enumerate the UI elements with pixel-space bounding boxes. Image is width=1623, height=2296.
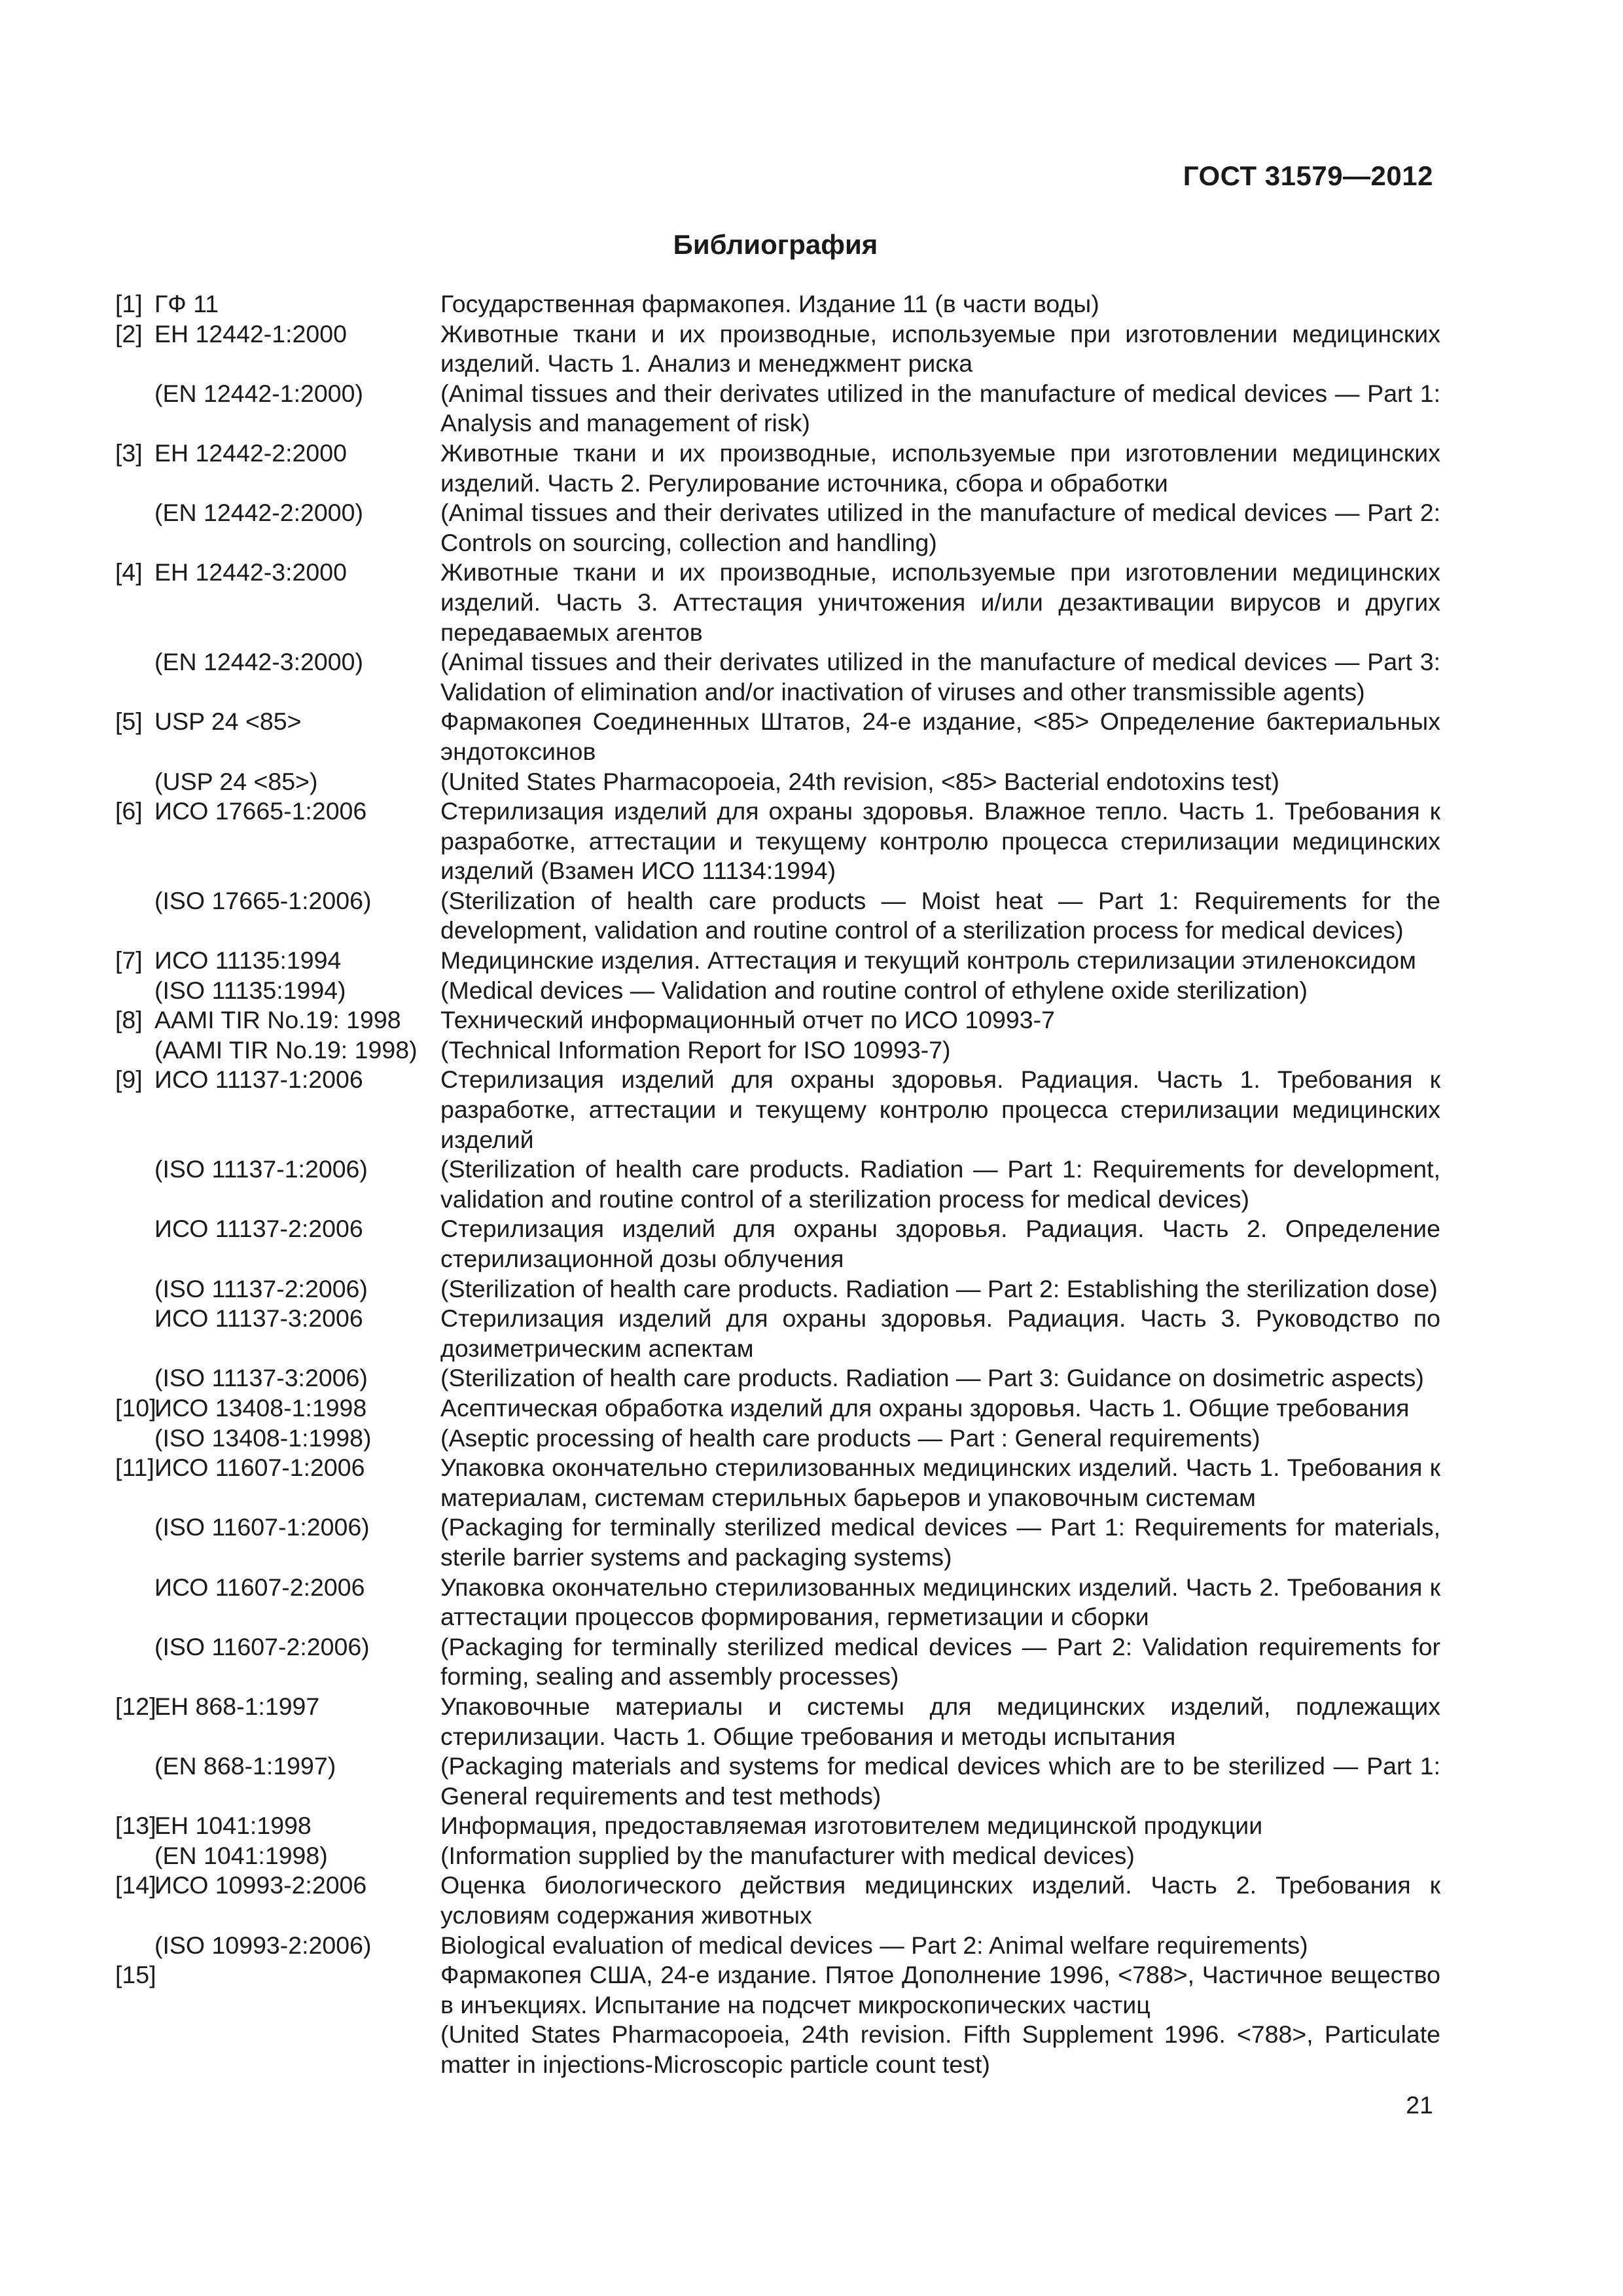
entry-standard-code: USP 24 <85>: [154, 708, 302, 736]
entry-number: [1]: [115, 290, 143, 317]
entry-standard-code: (EN 12442-3:2000): [154, 648, 363, 676]
bibliography-entry: [115, 1005, 1440, 1035]
bibliography-entry: [115, 1841, 1440, 1871]
entry-number: [10]: [115, 1393, 156, 1422]
bibliography-entry: [115, 1363, 1440, 1393]
entry-standard-code: ИСО 11137-3:2006: [154, 1304, 363, 1333]
entry-description: Стерилизация изделий для охраны здоровья. Радиация. Часть 1. Требования к разработке, аттестации и текущему контролю процесса стерилизации медицинских изделий: [440, 1066, 1440, 1153]
bibliography-entry: [115, 1632, 1440, 1692]
entry-number: [3]: [115, 439, 143, 467]
bibliography-entry: [115, 2020, 1440, 2079]
entry-number: [115, 1751, 154, 1811]
bibliography-entry: [115, 1960, 1440, 2020]
bibliography-entry: [115, 1573, 1440, 1632]
entry-number: [115, 1632, 154, 1692]
entry-number: [11]: [115, 1454, 154, 1482]
bibliography-entry: [115, 319, 1440, 379]
entry-number: [115, 1035, 154, 1066]
entry-description: (Aseptic processing of health care products — Part : General requirements): [440, 1424, 1260, 1452]
entry-standard-code: (ISO 11137-3:2006): [154, 1364, 368, 1392]
bibliography-entry: [115, 797, 1440, 886]
entry-description: (Animal tissues and their derivates utilized in the manufacture of medical devices — Part 3: Validation of elimination and/or inactivation of viruses and other transmissible agents): [440, 648, 1440, 706]
entry-description: Оценка биологического действия медицинских изделий. Часть 2. Требования к условиям содержания животных: [440, 1871, 1440, 1929]
entry-number: [13]: [115, 1812, 156, 1840]
entry-description: Фармакопея США, 24-е издание. Пятое Дополнение 1996, <788>, Частичное вещество в инъекциях. Испытание на подсчет микроскопических частиц: [440, 1961, 1440, 2018]
bibliography-entry: [115, 1811, 1440, 1841]
entry-description: Информация, предоставляемая изготовителем медицинской продукции: [440, 1812, 1263, 1840]
entry-standard-code: (ISO 11137-2:2006): [154, 1274, 368, 1302]
entry-standard-code: (AAMI TIR No.19: 1998): [154, 1035, 418, 1064]
entry-description: (Sterilization of health care products. Radiation — Part 2: Establishing the sterilization dose): [440, 1274, 1438, 1302]
bibliography-entry: [115, 1453, 1440, 1513]
entry-number: [115, 1363, 154, 1393]
bibliography-entry: [115, 976, 1440, 1006]
entry-description: (Packaging for terminally sterilized medical devices — Part 1: Requirements for materials, sterile barrier systems and packaging systems): [440, 1513, 1440, 1571]
entry-standard-code: [154, 1960, 440, 2020]
entry-standard-code: (ISO 10993-2:2006): [154, 1931, 372, 1959]
entry-number: [115, 1573, 154, 1632]
entry-number: [8]: [115, 1006, 143, 1034]
entry-standard-code: (ISO 17665-1:2006): [154, 886, 372, 914]
bibliography-entry: [115, 498, 1440, 558]
bibliography-entry: [115, 1751, 1440, 1811]
entry-number: [15]: [115, 1961, 156, 1989]
entry-standard-code: (ISO 11137-1:2006): [154, 1155, 368, 1183]
entry-description: Упаковочные материалы и системы для медицинских изделий, подлежащих стерилизации. Часть 1. Общие требования и методы испытания: [440, 1692, 1440, 1750]
bibliography-entry: [115, 1424, 1440, 1454]
entry-description: Фармакопея Соединенных Штатов, 24-е издание, <85> Определение бактериальных эндотоксинов: [440, 708, 1440, 765]
entry-description: (Animal tissues and their derivates utilized in the manufacture of medical devices — Part 1: Analysis and management of risk): [440, 379, 1440, 437]
entry-standard-code: ИСО 17665-1:2006: [154, 797, 367, 825]
entry-standard-code: ЕН 1041:1998: [154, 1812, 312, 1840]
entry-description: (Information supplied by the manufacturer with medical devices): [440, 1841, 1135, 1869]
entry-number: [115, 379, 154, 439]
entry-number: [115, 498, 154, 558]
entry-standard-code: (ISO 13408-1:1998): [154, 1424, 372, 1452]
entry-number: [115, 1304, 154, 1363]
entry-description: (Sterilization of health care products. Radiation — Part 1: Requirements for development, validation and routine control of a sterilization process for medical devices): [440, 1155, 1440, 1213]
entry-number: [5]: [115, 708, 143, 736]
entry-description: Biological evaluation of medical devices — Part 2: Animal welfare requirements): [440, 1931, 1308, 1959]
entry-standard-code: ИСО 11135:1994: [154, 946, 342, 975]
entry-number: [115, 1513, 154, 1572]
entry-standard-code: ЕН 12442-3:2000: [154, 558, 347, 586]
bibliography-list: [115, 289, 1440, 2080]
entry-description: Стерилизация изделий для охраны здоровья. Радиация. Часть 2. Определение стерилизационной дозы облучения: [440, 1215, 1440, 1272]
bibliography-entry: [115, 558, 1440, 647]
entry-number: [115, 767, 154, 797]
entry-standard-code: AAMI TIR No.19: 1998: [154, 1006, 401, 1034]
entry-description: (Technical Information Report for ISO 10993-7): [440, 1035, 951, 1064]
bibliography-entry: [115, 1304, 1440, 1363]
entry-description: Животные ткани и их производные, используемые при изготовлении медицинских изделий. Часть 1. Анализ и менеджмент риска: [440, 319, 1440, 378]
entry-description: (Animal tissues and their derivates utilized in the manufacture of medical devices — Part 2: Controls on sourcing, collection and handling): [440, 499, 1440, 556]
entry-description: Упаковка окончательно стерилизованных медицинских изделий. Часть 2. Требования к аттестации процессов формирования, герметизации и сборки: [440, 1573, 1440, 1631]
entry-number: [12]: [115, 1692, 156, 1720]
entry-standard-code: ИСО 11607-1:2006: [154, 1454, 365, 1482]
entry-standard-code: ГФ 11: [154, 290, 219, 317]
entry-number: [6]: [115, 797, 143, 825]
entry-number: [115, 1931, 154, 1961]
entry-description: (Packaging materials and systems for medical devices which are to be sterilized — Part 1: General requirements and test methods): [440, 1752, 1440, 1810]
entry-standard-code: (ISO 11607-1:2006): [154, 1513, 370, 1541]
document-code: ГОСТ 31579—2012: [1183, 160, 1433, 191]
entry-standard-code: ИСО 11137-2:2006: [154, 1215, 363, 1243]
bibliography-entry: [115, 289, 1440, 319]
bibliography-entry: [115, 1931, 1440, 1961]
entry-standard-code: (EN 1041:1998): [154, 1841, 328, 1869]
bibliography-entry: [115, 1035, 1440, 1066]
entry-number: [115, 1841, 154, 1871]
bibliography-entry: [115, 439, 1440, 498]
bibliography-entry: [115, 886, 1440, 946]
entry-standard-code: [154, 2020, 440, 2079]
entry-number: [115, 647, 154, 707]
entry-standard-code: ИСО 11137-1:2006: [154, 1066, 363, 1094]
bibliography-entry: [115, 647, 1440, 707]
entry-number: [115, 886, 154, 946]
bibliography-entry: [115, 1155, 1440, 1214]
entry-number: [9]: [115, 1066, 143, 1094]
entry-number: [7]: [115, 946, 143, 975]
entry-number: [115, 1214, 154, 1274]
entry-standard-code: ИСО 11607-2:2006: [154, 1573, 365, 1601]
entry-description: Медицинские изделия. Аттестация и текущий контроль стерилизации этиленоксидом: [440, 946, 1416, 975]
entry-number: [4]: [115, 558, 143, 586]
entry-standard-code: ИСО 10993-2:2006: [154, 1871, 367, 1899]
entry-standard-code: ЕН 12442-1:2000: [154, 319, 347, 348]
entry-description: Технический информационный отчет по ИСО 10993-7: [440, 1006, 1055, 1034]
entry-number: [115, 976, 154, 1006]
bibliography-entry: [115, 1214, 1440, 1274]
bibliography-entry: [115, 1513, 1440, 1572]
entry-description: (United States Pharmacopoeia, 24th revision. Fifth Supplement 1996. <788>, Particulate matter in injections-Microscopic particle count test): [440, 2020, 1440, 2079]
bibliography-entry: [115, 707, 1440, 766]
entry-number: [115, 2020, 154, 2079]
entry-description: Животные ткани и их производные, используемые при изготовлении медицинских изделий. Часть 2. Регулирование источника, сбора и обработки: [440, 439, 1440, 497]
entry-description: Асептическая обработка изделий для охраны здоровья. Часть 1. Общие требования: [440, 1393, 1410, 1422]
bibliography-entry: [115, 1393, 1440, 1424]
bibliography-entry: [115, 1692, 1440, 1751]
entry-standard-code: (ISO 11607-2:2006): [154, 1632, 370, 1660]
entry-standard-code: (ISO 11135:1994): [154, 976, 346, 1004]
entry-standard-code: (EN 12442-1:2000): [154, 379, 363, 407]
entry-number: [115, 1424, 154, 1454]
bibliography-entry: [115, 379, 1440, 439]
bibliography-entry: [115, 1871, 1440, 1930]
entry-description: (Sterilization of health care products — Moist heat — Part 1: Requirements for the development, validation and routine control of a sterilization process for medical devices): [440, 886, 1440, 944]
entry-description: Стерилизация изделий для охраны здоровья. Влажное тепло. Часть 1. Требования к разработке, аттестации и текущему контролю процесса стерилизации медицинских изделий (Взамен ИСО 11134:1994): [440, 797, 1440, 885]
entry-standard-code: (EN 868-1:1997): [154, 1752, 336, 1780]
entry-number: [2]: [115, 319, 143, 348]
bibliography-entry: [115, 767, 1440, 797]
entry-description: Государственная фармакопея. Издание 11 (в части воды): [440, 290, 1099, 317]
page-number: 21: [1406, 2091, 1433, 2119]
entry-description: (United States Pharmacopoeia, 24th revision, <85> Bacterial endotoxins test): [440, 767, 1279, 795]
entry-description: Стерилизация изделий для охраны здоровья. Радиация. Часть 3. Руководство по дозиметрическим аспектам: [440, 1304, 1440, 1362]
entry-standard-code: ЕН 12442-2:2000: [154, 439, 347, 467]
entry-description: (Packaging for terminally sterilized medical devices — Part 2: Validation requirements for forming, sealing and assembly processes): [440, 1632, 1440, 1691]
entry-description: Упаковка окончательно стерилизованных медицинских изделий. Часть 1. Требования к материалам, системам стерильных барьеров и упаковочным системам: [440, 1454, 1440, 1511]
bibliography-entry: [115, 1065, 1440, 1155]
entry-number: [14]: [115, 1871, 156, 1899]
entry-standard-code: ЕН 868-1:1997: [154, 1692, 320, 1720]
entry-description: Животные ткани и их производные, используемые при изготовлении медицинских изделий. Часть 3. Аттестация уничтожения и/или дезактивации вирусов и других передаваемых агентов: [440, 558, 1440, 646]
entry-standard-code: (USP 24 <85>): [154, 767, 318, 795]
entry-number: [115, 1155, 154, 1214]
entry-standard-code: (EN 12442-2:2000): [154, 499, 363, 527]
entry-description: (Medical devices — Validation and routine control of ethylene oxide sterilization): [440, 976, 1308, 1004]
entry-number: [115, 1274, 154, 1304]
page-title: Библиография: [673, 229, 878, 260]
bibliography-entry: [115, 1274, 1440, 1304]
entry-standard-code: ИСО 13408-1:1998: [154, 1393, 367, 1422]
bibliography-entry: [115, 946, 1440, 976]
entry-description: (Sterilization of health care products. Radiation — Part 3: Guidance on dosimetric aspects): [440, 1364, 1424, 1392]
